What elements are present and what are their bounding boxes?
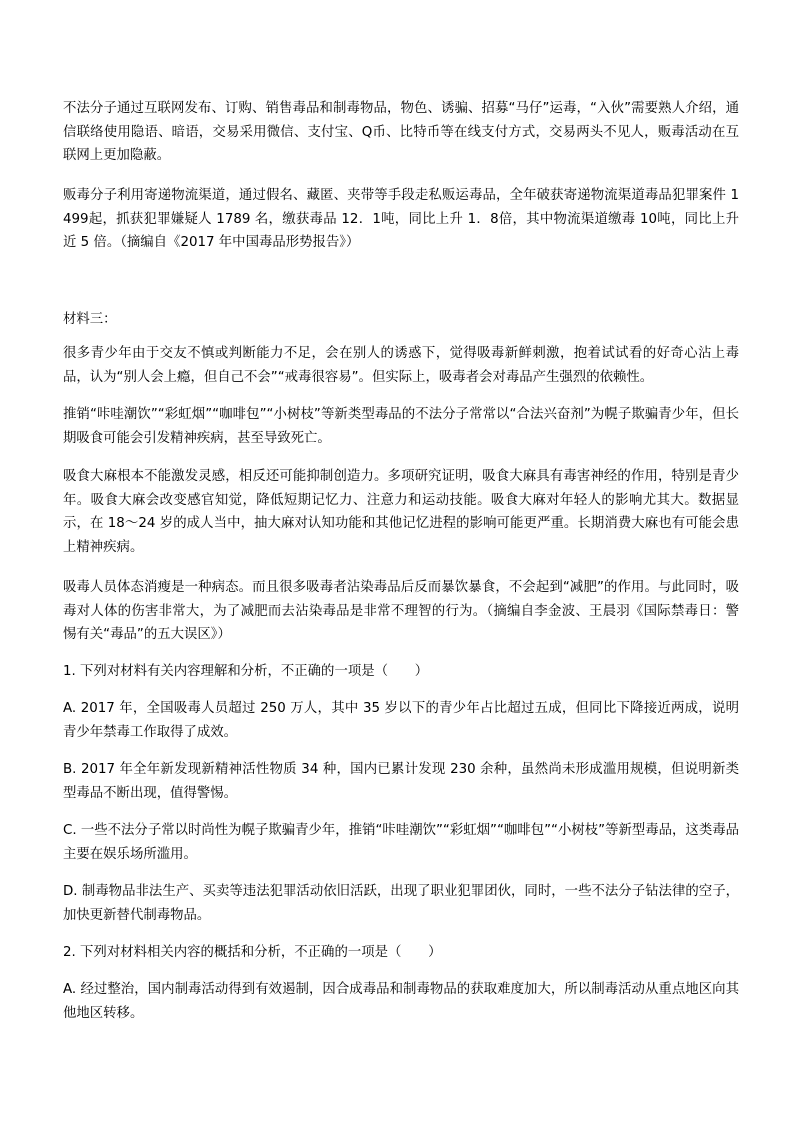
question-1-option-d: D. 制毒物品非法生产、买卖等违法犯罪活动依旧活跃，出现了职业犯罪团伙，同时，一些不法分子钻法律的空子，加快更新替代制毒物品。 <box>63 884 739 923</box>
question-1-option-a: A. 2017 年，全国吸毒人员超过 250 万人，其中 35 岁以下的青少年占比超过五成，但同比下降接近两成，说明青少年禁毒工作取得了成效。 <box>63 701 739 740</box>
paragraph-new-drug-types: 推销“咔哇潮饮”“彩虹烟”“咖啡包”“小树枝”等新类型毒品的不法分子常常以“合法兴奋剂”为幌子欺骗青少年，但长期吸食可能会引发精神疾病，甚至导致死亡。 <box>63 407 739 446</box>
question-1-option-c: C. 一些不法分子常以时尚性为幌子欺骗青少年，推销“咔哇潮饮”“彩虹烟”“咖啡包”“小树枝”等新型毒品，这类毒品主要在娱乐场所滥用。 <box>63 823 739 862</box>
paragraph-cannabis-myth: 吸食大麻根本不能激发灵感，相反还可能抑制创造力。多项研究证明，吸食大麻具有毒害神经的作用，特别是青少年。吸食大麻会改变感官知觉，降低短期记忆力、注意力和运动技能。吸食大麻对年轻人的影响尤其大。数据显示，在 18～24 岁的成人当中，抽大麻对认知功能和其他记忆进程的影响可能更严重。长期消费大麻也有可能会患上精神疾病。 <box>63 469 739 555</box>
paragraph-logistics-trafficking: 贩毒分子利用寄递物流渠道，通过假名、藏匿、夹带等手段走私贩运毒品，全年破获寄递物流渠道毒品犯罪案件 1499起，抓获犯罪嫌疑人 1789 名，缴获毒品 12．1吨，同比上升 1．8倍，其中物流渠道缴毒 10吨，同比上升近 5 倍。（摘编自《2017 年中国毒品形势报告》） <box>63 188 739 251</box>
paragraph-curiosity-myth: 很多青少年由于交友不慎或判断能力不足，会在别人的诱惑下，觉得吸毒新鲜刺激，抱着试试看的好奇心沾上毒品，认为“别人会上瘾，但自己不会”“戒毒很容易”。但实际上，吸毒者会对毒品产生强烈的依赖性。 <box>63 346 739 385</box>
paragraph-internet-trafficking: 不法分子通过互联网发布、订购、销售毒品和制毒物品，物色、诱骗、招募“马仔”运毒，“入伙”需要熟人介绍，通信联络使用隐语、暗语，交易采用微信、支付宝、Q币、比特币等在线支付方式，交易两头不见人，贩毒活动在互联网上更加隐蔽。 <box>63 101 739 164</box>
question-1-stem: 1. 下列对材料有关内容理解和分析，不正确的一项是（ ） <box>63 664 429 679</box>
section-heading-material-three: 材料三： <box>63 312 117 327</box>
question-2-stem: 2. 下列对材料相关内容的概括和分析，不正确的一项是（ ） <box>63 945 442 960</box>
question-2-option-a: A. 经过整治，国内制毒活动得到有效遏制，因合成毒品和制毒物品的获取难度加大，所以制毒活动从重点地区向其他地区转移。 <box>63 982 739 1021</box>
paragraph-weight-loss-myth: 吸毒人员体态消瘦是一种病态。而且很多吸毒者沾染毒品后反而暴饮暴食，不会起到“减肥”的作用。与此同时，吸毒对人体的伤害非常大，为了减肥而去沾染毒品是非常不理智的行为。（摘编自李金波、王晨羽《国际禁毒日：警惕有关“毒品”的五大误区》） <box>63 580 739 643</box>
question-1-option-b: B. 2017 年全年新发现新精神活性物质 34 种，国内已累计发现 230 余种，虽然尚未形成滥用规模，但说明新类型毒品不断出现，值得警惕。 <box>63 762 739 801</box>
